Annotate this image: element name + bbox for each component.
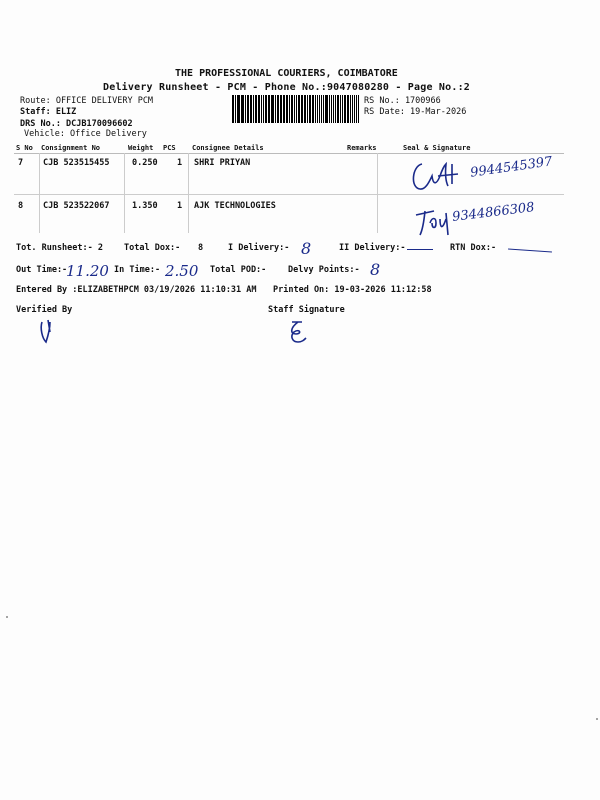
col-header-weight: Weight (128, 144, 154, 152)
col-divider (377, 153, 378, 233)
staff-signature-mark (286, 318, 308, 344)
ii-delivery-dash (407, 249, 433, 250)
printed-on: Printed On: 19-03-2026 11:12:58 (273, 285, 432, 295)
out-time-label: Out Time:- (16, 265, 68, 275)
col-header-remarks: Remarks (347, 144, 377, 152)
total-pod-label: Total POD:- (210, 265, 267, 275)
row-weight: 1.350 (132, 201, 158, 211)
drs-number: DRS No.: DCJB170096602 (20, 119, 133, 129)
rtn-dox-dash (508, 248, 552, 252)
col-header-signature: Seal & Signature (403, 144, 471, 152)
rtn-dox-label: RTN Dox:- (450, 243, 497, 253)
receiver-signature (408, 158, 468, 196)
delvy-points-value: 8 (370, 260, 381, 279)
staff-text: Staff: ELIZ (20, 107, 77, 117)
row-sno: 7 (18, 158, 24, 168)
row-consignment: CJB 523522067 (43, 201, 110, 211)
in-time-label: In Time:- (114, 265, 161, 275)
total-dox-label: Total Dox:- (124, 243, 181, 253)
verifier-signature (38, 318, 56, 344)
col-divider (39, 153, 40, 233)
ii-delivery-label: II Delivery:- (339, 243, 406, 253)
scan-dot (596, 718, 598, 720)
staff-signature-label: Staff Signature (268, 305, 345, 315)
i-delivery-label: I Delivery:- (228, 243, 290, 253)
receiver-signature (412, 205, 454, 239)
row-weight: 0.250 (132, 158, 158, 168)
row-pcs: 1 (177, 201, 183, 211)
row-consignee: AJK TECHNOLOGIES (194, 201, 276, 211)
in-time-value: 2.50 (165, 262, 199, 280)
vehicle-text: Vehicle: Office Delivery (24, 129, 147, 139)
tot-runsheet: Tot. Runsheet:- 2 (16, 243, 103, 253)
row-pcs: 1 (177, 158, 183, 168)
out-time-value: 11.20 (66, 262, 109, 280)
col-divider (188, 153, 189, 233)
total-dox-value: 8 (198, 243, 204, 253)
receiver-phone: 9944545397 (469, 154, 554, 181)
runsheet-subtitle: Delivery Runsheet - PCM - Phone No.:9047080280 - Page No.:2 (103, 82, 471, 93)
company-title: THE PROFESSIONAL COURIERS, COIMBATORE (175, 68, 398, 79)
route-text: Route: OFFICE DELIVERY PCM (20, 96, 154, 106)
col-divider (124, 153, 125, 233)
col-header-pcs: PCS (163, 144, 176, 152)
delvy-points-label: Delvy Points:- (288, 265, 360, 275)
entered-by: Entered By :ELIZABETHPCM 03/19/2026 11:10:31 AM (16, 285, 257, 295)
scan-dot (6, 616, 8, 618)
rs-date: RS Date: 19-Mar-2026 (364, 107, 467, 117)
barcode (232, 95, 359, 123)
col-header-sno: S No (16, 144, 33, 152)
row-consignment: CJB 523515455 (43, 158, 110, 168)
row-sno: 8 (18, 201, 24, 211)
row-consignee: SHRI PRIYAN (194, 158, 251, 168)
table-header-rule (14, 153, 564, 154)
col-header-consignment: Consignment No (41, 144, 101, 152)
rs-number: RS No.: 1700966 (364, 96, 441, 106)
row-divider (14, 194, 564, 195)
receiver-phone: 9344866308 (451, 200, 536, 225)
col-header-consignee: Consignee Details (192, 144, 264, 152)
i-delivery-value: 8 (301, 239, 312, 258)
verified-by-label: Verified By (16, 305, 73, 315)
